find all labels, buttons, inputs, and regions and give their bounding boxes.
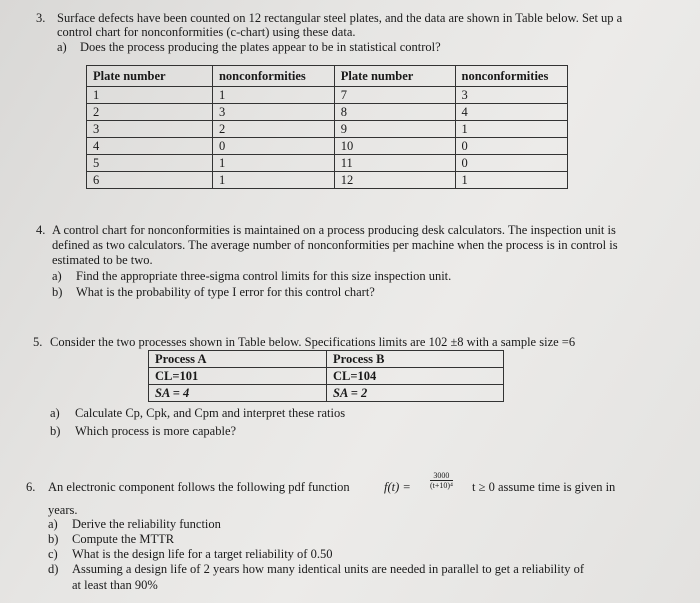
table-cell: CL=104: [327, 368, 504, 385]
q4-number: 4.: [36, 223, 46, 237]
q4-text-line1: A control chart for nonconformities is maintained on a process producing desk calculators. The inspection unit is: [52, 223, 616, 237]
table-cell: 2: [212, 121, 334, 138]
q6-d-label: d): [48, 562, 59, 576]
q3-a-label: a): [57, 40, 67, 54]
table-cell: 1: [212, 87, 334, 104]
table-row: [87, 155, 568, 172]
table-cell: 5: [87, 155, 213, 172]
table-cell: 8: [334, 104, 455, 121]
q6-fraction-numerator: 3000: [430, 471, 453, 481]
table-row: [149, 385, 504, 402]
table-row: [149, 351, 504, 368]
q5-a-text: Calculate Cp, Cpk, and Cpm and interpret these ratios: [75, 406, 346, 420]
table-cell: 0: [212, 138, 334, 155]
q6-a-text: Derive the reliability function: [72, 517, 221, 531]
q3-number: 3.: [36, 11, 46, 25]
table-cell: Process B: [327, 351, 504, 368]
q6-fraction: [430, 471, 453, 490]
q5-number: 5.: [33, 335, 43, 349]
table-cell: 6: [87, 172, 213, 189]
q5-a-label: a): [50, 406, 60, 420]
q4-b-text: What is the probability of type I error for this control chart?: [76, 285, 375, 299]
table-cell: CL=101: [149, 368, 327, 385]
table-cell: SA = 2: [327, 385, 504, 402]
table-row: [87, 138, 568, 155]
table-row: [87, 121, 568, 138]
table-cell: 3: [212, 104, 334, 121]
table-cell: 1: [87, 87, 213, 104]
q6-a-label: a): [48, 517, 58, 531]
table-cell: SA = 4: [149, 385, 327, 402]
q6-b-text: Compute the MTTR: [72, 532, 175, 546]
q6-c-label: c): [48, 547, 58, 561]
q6-text-line2: years.: [48, 503, 78, 517]
table-row: [149, 368, 504, 385]
table-header-row: [87, 66, 568, 87]
table-row: [87, 172, 568, 189]
q6-number: 6.: [26, 480, 36, 494]
table-cell: 1: [455, 172, 567, 189]
q4-text-line2: defined as two calculators. The average number of nonconformities per machine when the process is in control is: [52, 238, 618, 252]
table-cell: 1: [212, 172, 334, 189]
q6-text-line1-start: An electronic component follows the following pdf function: [48, 480, 350, 494]
q4-a-text: Find the appropriate three-sigma control limits for this size inspection unit.: [76, 269, 452, 283]
table-header-cell: nonconformities: [212, 66, 334, 87]
table-cell: 3: [87, 121, 213, 138]
q6-d-text2: at least than 90%: [72, 578, 158, 592]
table-cell: 2: [87, 104, 213, 121]
table-cell: Process A: [149, 351, 327, 368]
table-cell: 11: [334, 155, 455, 172]
q5-b-label: b): [50, 424, 61, 438]
q5-b-text: Which process is more capable?: [75, 424, 237, 438]
table-cell: 1: [212, 155, 334, 172]
q5-text-line1: Consider the two processes shown in Table below. Specifications limits are 102 ±8 with a sample size =6: [50, 335, 576, 349]
table-cell: 12: [334, 172, 455, 189]
table-cell: 9: [334, 121, 455, 138]
q3-text-line1: Surface defects have been counted on 12 rectangular steel plates, and the data are shown in Table below. Set up a: [57, 11, 623, 25]
q6-b-label: b): [48, 532, 59, 546]
table-cell: 4: [455, 104, 567, 121]
q6-text-line1-end: t ≥ 0 assume time is given in: [472, 480, 616, 494]
q6-d-text: Assuming a design life of 2 years how many identical units are needed in parallel to get a reliability of: [72, 562, 584, 576]
q3-text-line2: control chart for nonconformities (c-chart) using these data.: [57, 25, 356, 39]
table-cell: 10: [334, 138, 455, 155]
table-header-cell: nonconformities: [455, 66, 567, 87]
table-cell: 1: [455, 121, 567, 138]
table-row: [87, 104, 568, 121]
table-cell: 0: [455, 155, 567, 172]
q6-fraction-denominator: (t+10)⁴: [430, 481, 453, 490]
q4-b-label: b): [52, 285, 63, 299]
q4-text-line3: estimated to be two.: [52, 253, 153, 267]
table-cell: 4: [87, 138, 213, 155]
table-header-cell: Plate number: [87, 66, 213, 87]
q3-a-text: Does the process producing the plates appear to be in statistical control?: [80, 40, 441, 54]
plates-table: [86, 65, 568, 189]
q6-c-text: What is the design life for a target reliability of 0.50: [72, 547, 333, 561]
table-row: [87, 87, 568, 104]
table-cell: 7: [334, 87, 455, 104]
table-cell: 3: [455, 87, 567, 104]
process-table: [148, 350, 504, 402]
table-header-cell: Plate number: [334, 66, 455, 87]
table-cell: 0: [455, 138, 567, 155]
q4-a-label: a): [52, 269, 62, 283]
q6-fx: f(t) =: [384, 480, 411, 494]
